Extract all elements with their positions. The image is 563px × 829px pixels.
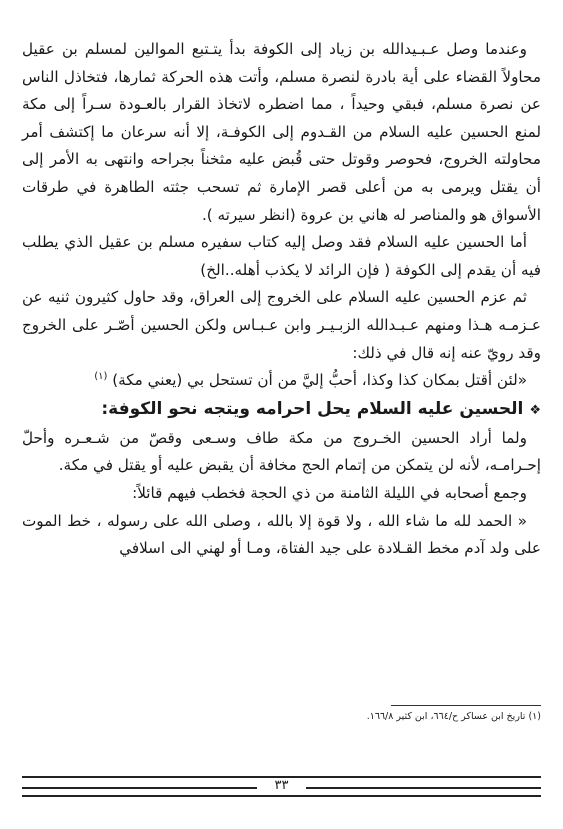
page-footer [22, 776, 541, 800]
diamond-bullet-icon: ❖ [529, 402, 541, 418]
footer-rule-bottom [22, 795, 541, 797]
paragraph [22, 229, 541, 284]
section-heading [22, 395, 541, 425]
paragraph-text: ثم عزم الحسين عليه السلام على الخروج إلى العراق، وقد حاول كثيرون ثنيه عن عـزمـه هـذا ومنهم عـبـدالله الزبـيـر وابن عـبـاس ولكن الحسين أصّـر على الخروج وقد رويّ عنه إنه قال في ذلك: [22, 288, 541, 362]
footer-rule-right [306, 787, 541, 789]
paragraph-text: ولما أراد الحسين الخـروج من مكة طاف وسـعى وقصّ من شـعـره وأحلّ إحـرامـه، لأنه لن يتمكن من إتمام الحج مخافة أن يقبض عليه أو يقتل في مكة. [22, 428, 541, 475]
paragraph [22, 480, 541, 508]
quote-text: «لئن أقتل بمكان كذا وكذا، أحبُّ إليَّ من أن تستحل بي (يعني مكة) [112, 371, 527, 390]
paragraph-text: « الحمد لله ما شاء الله ، ولا قوة إلا بالله ، وصلى الله على رسوله ، خط الموت على ولد آدم مخط القـلادة على جيد الفتاة، ومـا أو لهني الى اسلافي [22, 511, 541, 558]
paragraph-text: وعندما وصل عـبـيدالله بن زياد إلى الكوفة بدأ يتـتبع الموالين لمسلم بن عقيل محاولاً القضاء على أية بادرة لنصرة مسلم، وأتت هذه الحركة ثمارها، فتخاذل الناس عن نصرة مسلم، فبقي وحيداً ، مما اضطره لاتخاذ القرار بالعـودة سـراً إلى مكة لمنع الحسين عليه السلام من القـدوم إلى الكوفـة، إلا أنه سرعان ما إكتشف أمر محاولته الخروج، فحوصر وقوتل حتى قُبض عليه مثخناً بجراحه وانتهى به الأمر إلى أن يقتل ويرمى به من أعلى قصر الإمارة ثم تسحب جثته الطاهرة في طرقات الأسواق هو والمناصر له هاني بن عروة (انظر سيرته ). [22, 40, 541, 224]
heading-text: الحسين عليه السلام يحل احرامه ويتجه نحو الكوفة: [101, 398, 524, 419]
footnote-reference[interactable]: (١) [94, 371, 108, 383]
paragraph [22, 508, 541, 563]
main-text [22, 36, 541, 563]
paragraph [22, 425, 541, 480]
footer-rule-left [22, 787, 257, 789]
footnote [22, 710, 541, 724]
paragraph-text: وجمع أصحابه في الليلة الثامنة من ذي الحجة فخطب فيهم قائلاً: [132, 483, 527, 502]
footnote-divider [391, 705, 541, 706]
footnote-text: (١) تاريخ ابن عساكر ح/٦٦٤، ابن كثير ١٦٦/٨. [366, 711, 541, 722]
paragraph [22, 284, 541, 367]
quote-paragraph [22, 367, 541, 395]
footer-rule-row [22, 778, 541, 795]
paragraph-text: أما الحسين عليه السلام فقد وصل إليه كتاب سفيره مسلم بن عقيل الذي يطلب فيه أن يقدم إلى الكوفة ( فإن الرائد لا يكذب أهله..الخ) [22, 233, 541, 279]
paragraph [22, 36, 541, 229]
page-number: ٣٣ [269, 778, 295, 793]
